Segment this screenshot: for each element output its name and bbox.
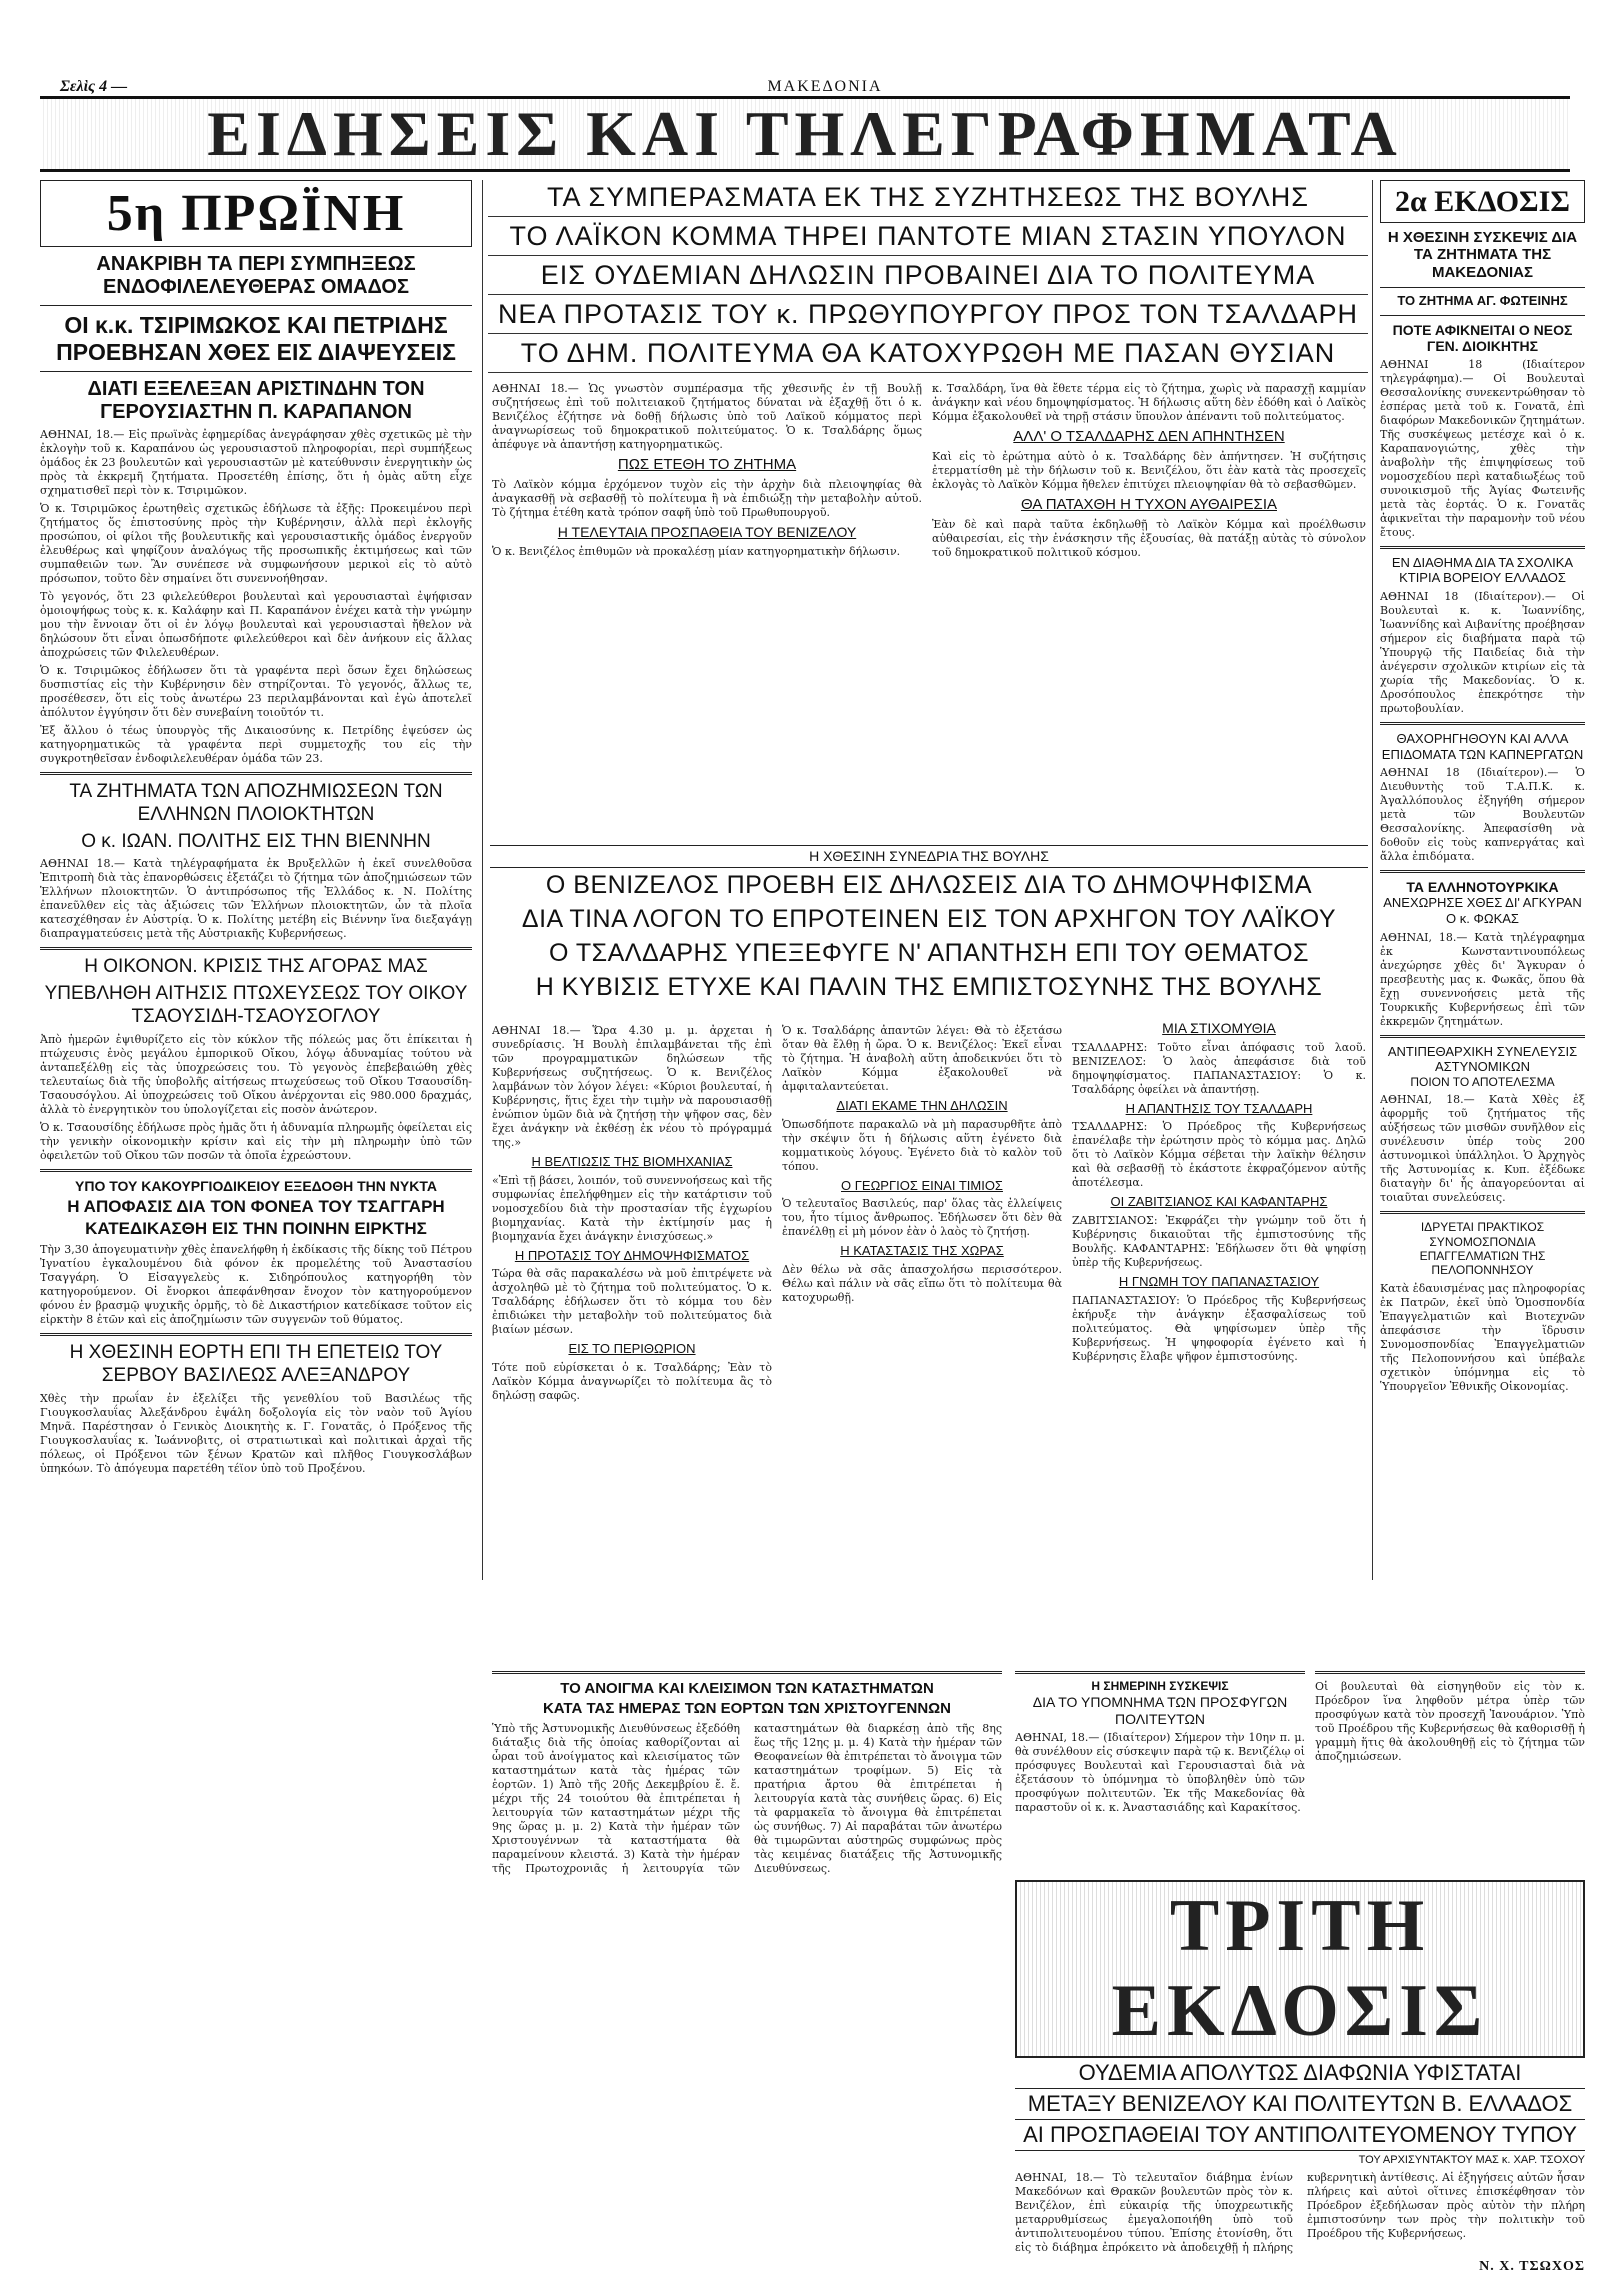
article-text: Ὑπὸ τῆς Ἀστυνομικῆς Διευθύνσεως ἐξεδόθη διάταξις διὰ τῆς ὁποίας καθορίζονται αἱ ὧραι τοῦ ἀνοίγματος καὶ κλεισίματος τῶν καταστημάτων κατὰ τὰς ἡμέρας τῶν ἑορτῶν. 1) Ἀπὸ τῆς 20ῆς Δεκεμβρίου ἔ. ἔ. μέχρι τῆς 24 τοιούτου θὰ ἐπιτρέπεται ἡ λειτουργία τῶν καταστημάτων μέχρι τῆς 9ης ὥρας μ. μ. 2) Κατὰ τὴν ἡμέραν τῶν Χριστουγέννων τὰ καταστήματα θὰ παραμείνουν κλειστά. 3) Κατὰ τὴν ἡμέραν τῆς Πρωτοχρονιᾶς ἡ λειτουργία τῶν καταστημάτων θὰ διαρκέσῃ ἀπὸ τῆς 8ης ἕως τῆς 12ης μ. μ. 4) Κατὰ τὴν ἡμέραν τῶν Θεοφανείων θὰ ἐπιτρέπεται τὸ ἄνοιγμα τῶν καταστημάτων τροφίμων. 5) Εἰς τὰ πρατήρια ἄρτου θὰ ἐπιτρέπεται ἡ λειτουργία κατὰ τὰς συνήθεις ὥρας. 6) Εἰς τὰ φαρμακεῖα τὸ ἄνοιγμα θὰ ἐπιτρέπεται ὡς συνήθως. 7) Αἱ παραβάται τῶν ἀνωτέρω θὰ τιμωρῶνται αὐστηρῶς συμφώνως πρὸς τὰς κειμένας διατάξεις τῆς Ἀστυνομικῆς Διευθύνσεως. [492,1721,1002,1875]
divider [40,1169,472,1172]
third-edition-article [1015,1880,1585,2275]
masthead: ΕΙΔΗΣΕΙΣ ΚΑΙ ΤΗΛΕΓΡΑΦΗΜΑΤΑ [40,96,1570,172]
headline: ΙΔΡΥΕΤΑΙ ΠΡΑΚΤΙΚΟΣ ΣΥΝΟΜΟΣΠΟΝΔΙΑ ΕΠΑΓΓΕΛΜΑΤΙΩΝ ΤΗΣ ΠΕΛΟΠΟΝΝΗΣΟΥ [1419,1220,1546,1278]
subheading: Η ΒΕΛΤΙΩΣΙΣ ΤΗΣ ΒΙΟΜΗΧΑΝΙΑΣ [531,1154,733,1169]
headline: ΤΑ ΕΛΛΗΝΟΤΟΥΡΚΙΚΑ [1406,879,1559,896]
divider [1380,722,1585,725]
headline: ΔΙΑΤΙ ΕΞΕΛΕΞΑΝ ΑΡΙΣΤΙΝΔΗΝ ΤΟΝ ΓΕΡΟΥΣΙΑΣΤΗΝ Π. ΚΑΡΑΠΑΝΟΝ [87,378,425,424]
divider [40,305,472,306]
subheading: Η ΚΑΤΑΣΤΑΣΙΣ ΤΗΣ ΧΩΡΑΣ [840,1243,1004,1259]
subheading: Η ΠΡΟΤΑΣΙΣ ΤΟΥ ΔΗΜΟΨΗΦΙΣΜΑΤΟΣ [514,1247,750,1263]
divider [1380,870,1585,873]
headline: Η ΧΘΕΣΙΝΗ ΕΟΡΤΗ ΕΠΙ ΤΗ ΕΠΕΤΕΙΩ ΤΟΥ ΣΕΡΒΟΥ ΒΑΣΙΛΕΩΣ ΑΛΕΞΑΝΔΡΟΥ [69,1342,443,1386]
headline: Η ΣΗΜΕΡΙΝΗ ΣΥΣΚΕΨΙΣ [1091,1679,1229,1693]
lead-headline-line: ΤΟ ΔΗΜ. ΠΟΛΙΤΕΥΜΑ ΘΑ ΚΑΤΟΧΥΡΩΘΗ ΜΕ ΠΑΣΑΝ ΘΥΣΙΑΝ [488,334,1368,373]
session-headlines [490,845,1368,1004]
session-headline-line: Ο ΒΕΝΙΖΕΛΟΣ ΠΡΟΕΒΗ ΕΙΣ ΔΗΛΩΣΕΙΣ ΔΙΑ ΤΟ ΔΗΜΟΨΗΦΙΣΜΑ [545,870,1313,899]
session-col-c [1072,1020,1366,1645]
page-number: Σελὶς 4 — [60,78,128,95]
headline: ΤΟ ΑΝΟΙΓΜΑ ΚΑΙ ΚΛΕΙΣΙΜΟΝ ΤΩΝ ΚΑΤΑΣΤΗΜΑΤΩΝ [560,1680,934,1697]
headline: ΘΑΧΟΡΗΓΗΘΟΥΝ ΚΑΙ ΑΛΛΑ ΕΠΙΔΟΜΑΤΑ ΤΩΝ ΚΑΠΝΕΡΓΑΤΩΝ [1381,731,1584,762]
subheading: ΠΩΣ ΕΤΕΘΗ ΤΟ ΖΗΤΗΜΑ [617,456,797,473]
article-text: Ὁ κ. Τσιριμῶκος ἐδήλωσεν ὅτι τὰ γραφέντα περὶ ὅσων ἔχει δηλώσεως δυσπιστίας εἰς τὴν Κυβέρνησιν δὲν στηρίζονται. Τὸ γεγονός, ἄλλως τε, προσέθεσεν, ὅτι εἰς τοὺς ἀνωτέρω 23 περιλαμβάνονται καὶ ἐγὼ ἀποτελεῖ ἀπόλυτον ἐγγύησιν ὅτι δὲν συνεβαίνη τοιοῦτόν τι. [40,664,472,720]
headline: ΔΙΑ ΤΟ ΥΠΟΜΝΗΜΑ ΤΩΝ ΠΡΟΣΦΥΓΩΝ ΠΟΛΙΤΕΥΤΩΝ [1032,1693,1288,1727]
article-text: Κατὰ ἐδαυισμένας μας πληροφορίας ἐκ Πατρῶν, ἐκεῖ ὑπὸ Ὁμοσπονδία Ἐπαγγελματιῶν καὶ Βιοτεχνῶν ἀπεφάσισε τὴν ἵδρυσιν Συνομοσπονδίας Ἐπαγγελματιῶν τῆς Πελοποννήσου καὶ ὑπέβαλε σχετικὸν ὑπόμνημα εἰς τὸ Ὑπουργεῖον Ἐθνικῆς Οἰκονομίας. [1380,1281,1585,1393]
subheading: Η ΤΕΛΕΥΤΑΙΑ ΠΡΟΣΠΑΘΕΙΑ ΤΟΥ ΒΕΝΙΖΕΛΟΥ [557,524,857,540]
article-text: ΑΘΗΝΑΙ 18 (Ιδιαίτερον).— Ὁ Διευθυντὴς τοῦ Τ.Α.Π.Κ. κ. Ἀγαλλόπουλος ἐξηγήθη σήμερον μετὰ τῶν Βουλευτῶν Θεσσαλονίκης. Ἀπεφασίσθη νὰ δοθοῦν εἰς τοὺς καπνεργάτας καὶ ἄλλα ἐπιδόματα. [1380,766,1585,864]
subheading: ΜΙΑ ΣΤΙΧΟΜΥΘΙΑ [1162,1020,1276,1036]
signature: Ν. Χ. ΤΣΩΧΟΣ [1479,2259,1585,2275]
article-text: Τὸ Λαϊκὸν κόμμα ἐρχόμενον τυχὸν εἰς τὴν ἀρχὴν διὰ πλειοψηφίας θὰ ἀναγκασθῇ νὰ σεβασθῇ τὸ πολίτευμα ἢ νὰ ἐπιδιώξῃ τὴν μεταβολὴν αὐτοῦ. Τὸ ζήτημα ἐτέθη κατὰ τρόπον σαφῆ ὑπὸ τοῦ Πρωθυπουργοῦ. [492,478,922,519]
divider [1315,1671,1585,1674]
headline: ΑΝΑΚΡΙΒΗ ΤΑ ΠΕΡΙ ΣΥΜΠΗΞΕΩΣ ΕΝΔΟΦΙΛΕΛΕΥΘΕΡΑΣ ΟΜΑΔΟΣ [96,253,416,299]
headline: ΤΟ ΖΗΤΗΜΑ ΑΓ. ΦΩΤΕΙΝΗΣ [1397,292,1568,308]
article-text: ΤΣΑΛΔΑΡΗΣ: Ὁ Πρόεδρος τῆς Κυβερνήσεως ἐπανέλαβε τὴν ἐρώτησιν πρὸς τὸ κόμμα μας. Δηλῶ ὅτι τὸ Λαϊκὸν Κόμμα σέβεται τὴν λαϊκὴν θέλησιν καὶ θὰ σεβασθῇ τὸ ἑκάστοτε ἐκφραζόμενον αὐτῆς ἀποτέλεσμα. [1072,1120,1366,1190]
article-text: ΑΘΗΝΑΙ 18.— Ὥρα 4.30 μ. μ. ἀρχεται ἡ συνεδρίασις. Ἡ Βουλὴ ἐπιλαμβάνεται τῆς ἐπὶ τῶν προγραμματικῶν δηλώσεων τῆς Κυβερνήσεως συζητήσεως. Ὁ κ. Βενιζέλος λαμβάνων τὸν λόγον λέγει: «Κύριοι βουλευταί, ἡ Κυβέρνησις, ἥτις ἔχει τὴν τιμὴν νὰ παρουσιασθῇ ἐνώπιον ὑμῶν διὰ νὰ ζητήσῃ τὴν ψῆφον σας, δὲν ἔχει ἀνάγκην νὰ ἐκθέσῃ ἐκ νέου τὸ πρόγραμμά της.» [492,1024,772,1149]
article-text: «Ἐπὶ τῇ βάσει, λοιπόν, τοῦ συνεννοήσεως καὶ τῆς συμφωνίας ἐπελήφθημεν εἰς τὴν κατάρτισιν τοῦ νομοσχεδίου διὰ τὴν προστασίαν τῆς ἐγχωρίου βιομηχανίας. Κατὰ τὴν ἐκτίμησίν μας ἡ βιομηχανία ἔχει ἀνάγκην ἐνισχύσεως.» [492,1173,772,1243]
headline: ΑΙ ΠΡΟΣΠΑΘΕΙΑΙ ΤΟΥ ΑΝΤΙΠΟΛΙΤΕΥΟΜΕΝΟΥ ΤΥΠΟΥ [1015,2120,1585,2151]
lead-headline-line: ΝΕΑ ΠΡΟΤΑΣΙΣ ΤΟΥ κ. ΠΡΩΘΥΠΟΥΡΓΟΥ ΠΡΟΣ ΤΟΝ ΤΣΑΛΔΑΡΗ [488,295,1368,334]
right-column [1380,180,1585,1680]
article-text: ΑΘΗΝΑΙ, 18.— Εἰς πρωϊνὰς ἐφημερίδας ἀνεγράφησαν χθὲς σχετικῶς μὲ τὴν ἐκλογὴν τοῦ κ. Καραπάνου ὡς γερουσιαστοῦ πληροφορίαι, περὶ συμπήξεως ὁμάδος ἐκ 23 βουλευτῶν καὶ γερουσιαστῶν μὲ κατεύθυνσιν ἐνεργητικὴν ὡς πρὸς τὰ ἐκκρεμῆ ζητήματα. Προσετέθη ἐπίσης, ὅτι ἡ ὁμὰς αὕτη εἶχε σχηματισθεῖ περὶ τὸν κ. Τσιριμῶκον. [40,428,472,498]
article-text: Τὸ γεγονός, ὅτι 23 φιλελεύθεροι βουλευταὶ καὶ γερουσιασταὶ ἐψήφισαν ὁμοιοψήφως τοὺς κ. κ. Καλάφην καὶ Π. Καραπάνον ἐνέχει κατὰ τὴν γνώμην μου τὴν ἔννοιαν ὅτι οἱ ἐν λόγῳ βουλευταὶ καὶ γερουσιασταὶ ἤθελον νὰ δηλώσουν ὅτι εἶναι ὁπωσδήποτε φιλελεύθεροι καὶ δὲν ἀνήκουν εἰς ἄλλας ἀποχρώσεις τῶν Φιλελευθέρων. [40,590,472,660]
paper-name: ΜΑΚΕΔΟΝΙΑ [767,78,883,95]
headline: ΥΠΕΒΛΗΘΗ ΑΙΤΗΣΙΣ ΠΤΩΧΕΥΣΕΩΣ ΤΟΥ ΟΙΚΟΥ ΤΣΑΟΥΣΙΔΗ-ΤΣΑΟΥΣΟΓΛΟΥ [44,983,468,1028]
subheading: Ο ΓΕΩΡΓΙΟΣ ΕΙΝΑΙ ΤΙΜΙΟΣ [841,1177,1003,1193]
headline: ΚΑΤΕΔΙΚΑΣΘΗ ΕΙΣ ΤΗΝ ΠΟΙΝΗΝ ΕΙΡΚΤΗΣ [85,1219,427,1239]
divider [1380,1211,1585,1214]
session-headline-line: Η ΚΥΒΙΣΙΣ ΕΤΥΧΕ ΚΑΙ ΠΑΛΙΝ ΤΗΣ ΕΜΠΙΣΤΟΣΥΝΗΣ ΤΗΣ ΒΟΥΛΗΣ [535,972,1323,1001]
subheading: ΘΑ ΠΑΤΑΧΘΗ Η ΤΥΧΟΝ ΑΥΘΑΙΡΕΣΙΑ [1020,496,1277,513]
edition-title: 2α ΕΚΔΟΣΙΣ [1395,185,1570,218]
left-column [40,180,472,2230]
lead-body-right [932,378,1366,828]
article-text: ΑΘΗΝΑΙ 18.— Ὡς γνωστὸν συμπέρασμα τῆς χθεσινῆς ἐν τῇ Βουλῇ συζητήσεως ἐπὶ τοῦ πολιτειακοῦ ζητήματος δύναται νὰ ἐξαχθῇ ὅτι ὁ κ. Βενιζέλος ἐζήτησε νὰ δοθῇ δήλωσις ὑπὸ τοῦ Λαϊκοῦ κόμματος περὶ ἀναγνωρίσεως τοῦ δημοκρατικοῦ πολιτεύματος. Ὁ κ. Τσαλδάρης ὅμως ἀπέφυγε νὰ ἀπαντήσῃ κατηγορηματικῶς. [492,382,922,451]
subheading: Η ΑΠΑΝΤΗΣΙΣ ΤΟΥ ΤΣΑΛΔΑΡΗ [1125,1100,1313,1116]
lead-body-left [492,378,922,828]
article-text: ΑΘΗΝΑΙ 18.— Κατὰ τηλέγραφήματα ἐκ Βρυξελλῶν ἡ ἐκεῖ συνελθοῦσα Ἐπιτροπὴ διὰ τὰς ἐπανορθώσεις ἐξετάζει τὸ ζήτημα τῶν ἀποζημιώσεων τῶν Ἑλλήνων πλοιοκτητῶν. Ὁ ἀντιπρόσωπος τῆς Ἑλλάδος κ. Ν. Πολίτης ἐπανεῦλθεν εἰς τὰς ἀξιώσεις τῶν Ἑλλήνων πλοιοκτητῶν, ὧν τὰ πλοῖα κατεσχέθησαν ἐν Αὐστρίᾳ. Ὁ κ. Πολίτης μετέβη εἰς Βιέννην ἵνα διεξαγάγῃ διαπραγματεύσεις μετὰ τῆς Αὐστριακῆς Κυβερνήσεως. [40,857,472,941]
headline: ΥΠΟ ΤΟΥ ΚΑΚΟΥΡΓΙΟΔΙΚΕΙΟΥ ΕΞΕΔΟΘΗ ΤΗΝ ΝΥΚΤΑ [75,1177,437,1194]
article-text: Δὲν θέλω νὰ σᾶς ἀπασχολήσω περισσότερον. Θέλω καὶ πάλιν νὰ σᾶς εἴπω ὅτι τὸ πολίτευμα θὰ κατοχυρωθῇ. [782,1262,1062,1304]
session-label: Η ΧΘΕΣΙΝΗ ΣΥΝΕΔΡΙΑ ΤΗΣ ΒΟΥΛΗΣ [490,845,1368,868]
article-text: ΖΑΒΙΤΣΙΑΝΟΣ: Ἐκφράζει τὴν γνώμην τοῦ ὅτι ἡ Κυβέρνησις δικαιοῦται τῆς ἐμπιστοσύνης τῆς Βουλῆς. ΚΑΦΑΝΤΑΡΗΣ: Ἐδήλωσεν ὅτι θὰ ψηφίσῃ ὑπὲρ τῆς Κυβερνήσεως. [1072,1213,1366,1269]
headline: ΠΟΙΟΝ ΤΟ ΑΠΟΤΕΛΕΣΜΑ [1410,1074,1555,1089]
article-text: Οἱ βουλευταὶ θὰ εἰσηγηθοῦν εἰς τὸν κ. Πρόεδρον ἵνα ληφθοῦν μέτρα ὑπὲρ τῶν προσφύγων κατὰ τὸν προσεχῆ Ἰανουάριον. Ὑπὸ τοῦ Προέδρου τῆς Κυβερνήσεως θὰ καθορισθῇ ἡ γραμμὴ ἥτις θὰ ἀκολουθηθῇ εἰς τὸ ζήτημα τῶν ἀποζημιώσεων. [1315,1680,1585,1763]
article-text: ΑΘΗΝΑΙ 18 (Ιδιαίτερον).— Οἱ Βουλευταὶ κ. κ. Ἰωαννίδης, Ἰωαννίδης καὶ Αιβανίτης προέβησαν σήμερον εἰς διαβήματα παρὰ τῷ Ὑπουργῷ τῆς Παιδείας διὰ τὴν ἀνέγερσιν σχολικῶν κτιρίων εἰς τὰ χωρία τῆς Μακεδονίας. Ὁ κ. Δροσόπουλος ἐπεκρότησε τὴν πρωτοβουλίαν. [1380,590,1585,716]
byline: ΤΟΥ ΑΡΧΙΣΥΝΤΑΚΤΟΥ ΜΑΣ κ. ΧΑΡ. ΤΣΟΧΟΥ [1358,2154,1585,2166]
headline: Ο κ. ΙΩΑΝ. ΠΟΛΙΤΗΣ ΕΙΣ ΤΗΝ ΒΙΕΝΝΗΝ [81,830,431,852]
subheading: ΑΛΛ' Ο ΤΣΑΛΔΑΡΗΣ ΔΕΝ ΑΠΗΝΤΗΣΕΝ [1013,428,1285,445]
article-text: ΤΣΑΛΔΑΡΗΣ: Τοῦτο εἶναι ἀπόφασις τοῦ λαοῦ. ΒΕΝΙΖΕΛΟΣ: Ὁ λαὸς ἀπεφάσισε διὰ τοῦ δημοψηφίσματος. ΠΑΠΑΝΑΣΤΑΣΙΟΥ: Ὁ κ. Τσαλδάρης ὀφείλει νὰ ἀπαντήσῃ. [1072,1040,1366,1096]
article-text: Ὁ κ. Τσιριμῶκος ἐρωτηθεὶς σχετικῶς ἐδήλωσε τὰ ἑξῆς: Προκειμένου περὶ ζητήματος ὅς ἐπιστοσύνης πρὸς τὴν Κυβέρνησιν, ἀλλὰ περὶ ἐκλογῆς προσώπου, οἱ φίλοι τῆς βουλευτικῆς καὶ γερουσιαστικῆς ὁμάδος ἐνεργοῦν ἐλευθέρως καὶ ψηφίζουν ἀναλόγως τῆς προσωπικῆς ἐκτιμήσεως καὶ τῶν συμπαθειῶν των. Ἂν συνέπεσε νὰ συμφωνήσουν μερικοὶ εἰς τὸ αὐτὸ πρόσωπον, τοῦτο δὲν σημαίνει ὅτι συνεννοήθησαν. [40,502,472,586]
lead-headline-line: ΤΟ ΛΑΪΚΟΝ ΚΟΜΜΑ ΤΗΡΕΙ ΠΑΝΤΟΤΕ ΜΙΑΝ ΣΤΑΣΙΝ ΥΠΟΥΛΟΝ [488,217,1368,256]
article-text: Ἐὰν δὲ καὶ παρὰ ταῦτα ἐκδηλωθῇ τὸ Λαϊκὸν Κόμμα καὶ προέλθωσιν αὐθαιρεσίαι, εἰς τὴν ἐνάσκησιν τῆς ἐξουσίας, θὰ πατάξῃ αὐτὰς τὸ σύνολον τοῦ δημοκρατικοῦ πολιτικοῦ κόσμου. [932,518,1366,559]
edition-box [40,180,472,247]
edition-title: ΤΡΙΤΗ ΕΚΔΟΣΙΣ [1015,1880,1585,2058]
article-text: Καὶ εἰς τὸ ἐρώτημα αὐτὸ ὁ κ. Τσαλδάρης δὲν ἀπήντησεν. Ἡ συζήτησις ἐτερματίσθη μὲ τὴν δήλωσιν τοῦ κ. Βενιζέλου, ὅτι ἐὰν κατὰ τὰς προσεχεῖς ἐκλογὰς τὸ Λαϊκὸν Κόμμα ἤθελεν ἐπιτύχει πλειοψηφίαν θὰ τὸ σεβασθῶμεν. [932,450,1366,491]
memo-continuation [1315,1665,1585,1865]
divider [40,1333,472,1336]
session-col-b [782,1020,1062,1645]
headline: Η ΟΙΚΟΝΟΝ. ΚΡΙΣΙΣ ΤΗΣ ΑΓΟΡΑΣ ΜΑΣ [84,956,428,978]
article-text: Τότε ποῦ εὑρίσκεται ὁ κ. Τσαλδάρης; Ἐὰν τὸ Λαϊκὸν Κόμμα ἀναγνωρίζει τὸ πολίτευμα ἂς τὸ δηλώσῃ σαφῶς. [492,1360,772,1402]
lead-headline-line: ΤΑ ΣΥΜΠΕΡΑΣΜΑΤΑ ΕΚ ΤΗΣ ΣΥΖΗΤΗΣΕΩΣ ΤΗΣ ΒΟΥΛΗΣ [488,178,1368,217]
lead-headlines [488,178,1368,373]
divider [40,947,472,950]
article-text: Ὁ κ. Βενιζέλος ἐπιθυμῶν νὰ προκαλέσῃ μίαν κατηγορηματικὴν δήλωσιν. [492,544,901,558]
divider [1380,287,1585,288]
headline: ΜΕΤΑΞΥ ΒΕΝΙΖΕΛΟΥ ΚΑΙ ΠΟΛΙΤΕΥΤΩΝ Β. ΕΛΛΑΔΟΣ [1015,2089,1585,2120]
article-text: ΑΘΗΝΑΙ, 18.— Τὸ τελευταῖον διάβημα ἐνίων Μακεδόνων καὶ Θρακῶν βουλευτῶν πρὸς τὸν κ. Βενιζέλον, ἐπὶ εὐκαιρίᾳ τῆς ὑποχρεωτικῆς μεταρρυθμίσεως ἐμεγαλοποιήθη ὑπὸ τοῦ ἀντιπολιτευομένου τύπου. Ἐπίσης ἐτονίσθη, ὅτι εἰς τὸ διάβημα ἐπρόκειτο νὰ ἀποδειχθῇ ἡ πλήρης κυβερνητικὴ ἀντίθεσις. Αἱ ἐξηγήσεις αὐτῶν ἦσαν πλήρεις καὶ αὐτοὶ οἵτινες ἐπισκέφθησαν τὸν Πρόεδρον ἐξεδήλωσαν πρὸς αὐτὸν τὴν πλήρη ἐμπιστοσύνην των πρὸς τὴν πολιτικὴν τοῦ Προέδρου τῆς Κυβερνήσεως. [1015,2171,1585,2255]
session-headline-line: ΔΙΑ ΤΙΝΑ ΛΟΓΟΝ ΤΟ ΕΠΡΟΤΕΙΝΕΝ ΕΙΣ ΤΟΝ ΑΡΧΗΓΟΝ ΤΟΥ ΛΑΪΚΟΥ [521,904,1337,933]
divider [40,772,472,775]
subheading: Η ΓΝΩΜΗ ΤΟΥ ΠΑΠΑΝΑΣΤΑΣΙΟΥ [1118,1273,1320,1289]
headline: ΑΝΤΙΠΕΘΑΡΧΙΚΗ ΣΥΝΕΛΕΥΣΙΣ ΑΣΤΥΝΟΜΙΚΩΝ [1387,1043,1578,1075]
article-text: ΑΘΗΝΑΙ, 18.— Κατὰ τηλέγραφημα ἐκ Κωνσταντινουπόλεως ἀνεχώρησε χθὲς δι' Ἄγκυραν ὁ πρεσβευτὴς μας κ. Φωκᾶς, ὅπου θὰ ἔχῃ συνεννοήσεις μετὰ τῆς Τουρκικῆς Κυβερνήσεως ἐπὶ τῶν ἐκκρεμῶν ζητημάτων. [1380,930,1585,1028]
memo-article [1015,1665,1305,1865]
edition-box [1380,180,1585,223]
article-text: ΠΑΠΑΝΑΣΤΑΣΙΟΥ: Ὁ Πρόεδρος τῆς Κυβερνήσεως ἐκήρυξε τὴν ἀνάγκην ἐξασφαλίσεως τοῦ πολιτεύματος. Θὰ ψηφίσωμεν ὑπὲρ τῆς Κυβερνήσεως. Ἡ ψηφοφορία ἐγένετο καὶ ἡ Κυβέρνησις ἔλαβε ψῆφον ἐμπιστοσύνης. [1072,1293,1366,1363]
lead-headline-line: ΕΙΣ ΟΥΔΕΜΙΑΝ ΔΗΛΩΣΙΝ ΠΡΟΒΑΙΝΕΙ ΔΙΑ ΤΟ ΠΟΛΙΤΕΥΜΑ [488,256,1368,295]
divider [40,371,472,372]
headline: ΠΟΤΕ ΑΦΙΚΝΕΙΤΑΙ Ο ΝΕΟΣ ΓΕΝ. ΔΙΟΙΚΗΤΗΣ [1392,321,1573,354]
article-text: ΑΘΗΝΑΙ, 18.— Κατὰ Χθὲς ἐξ ἀφορμῆς τοῦ ζητήματος τῆς αὐξήσεως τῶν μισθῶν συνῆλθον εἰς συνέλευσιν ὑπέρ τοὺς 200 ἀστυνομικοὶ ὑπάλληλοι. Ὁ Ἀρχηγὸς τῆς Ἀστυνομίας κ. Κυπ. ἐξέδωκε διαταγὴν δι' ἧς ἀπαγορεύονται αἱ τοιαῦται συνελεύσεις. [1380,1093,1585,1205]
article-text: Ἀπὸ ἡμερῶν ἐψιθυρίζετο εἰς τὸν κύκλον τῆς πόλεώς μας ὅτι ἐπίκειται ἡ πτώχευσις ἑνὸς μεγάλου ἐμπορικοῦ Οἴκου, λόγῳ ἀδυναμίας τούτου νὰ ἀνταπεξέλθῃ εἰς τὰς ὑποχρεώσεις του. Τὸ γεγονὸς ἐπεβεβαιώθη χθὲς τελευταίως διὰ τῆς ὑποβολῆς αἰτήσεως πτωχεύσεως τοῦ Οἴκου Τσαουσίδη-Τσαουσόγλου. Αἱ ὑποχρεώσεις τοῦ Οἴκου ἀνέρχονται εἰς 980.000 δραχμάς, ἀλλὰ τὸ ἐνεργητικὸν του ὑπολογίζεται εἰς ποσὸν ἀνώτερον. [40,1032,472,1116]
article-text: Ἐξ ἄλλου ὁ τέως ὑπουργὸς τῆς Δικαιοσύνης κ. Πετρίδης ἐψεύσεν ὡς κατηγορηματικῶς τὰ γραφέντα περὶ συμμετοχῆς του εἰς τὴν συγκροτηθεῖσαν ἐνδοφιλελευθέραν ὁμάδα τῶν 23. [40,724,472,766]
session-col-a [492,1020,772,1645]
subheading: ΕΙΣ ΤΟ ΠΕΡΙΘΩΡΙΟΝ [568,1341,696,1357]
article-text: ΑΘΗΝΑΙ 18 (Ιδιαίτερον τηλεγράφημα).— Οἱ Βουλευταὶ Θεσσαλονίκης συνεκεντρώθησαν τὸ ἑσπέρας μετὰ τοῦ κ. Γονατᾶ, ἐπὶ διαφόρων Μακεδονικῶν ζητημάτων. Τῆς συσκέψεως μετέσχε καὶ ὁ κ. Καραπανογιώτης, χθὲς τὴν ἀναβολὴν τῆς ἐπιψηφίσεως τοῦ νομοσχεδίου περὶ καταδιωξέως τοῦ συνοικισμοῦ τῆς Ἁγίας Φωτεινῆς μετὰ τὰς ἑορτάς. Ὁ κ. Γονατᾶς ἀφικνεῖται τὴν παραμονὴν τοῦ νέου ἔτους. [1380,357,1585,539]
article-text: ΑΘΗΝΑΙ, 18.— (Ιδιαίτερον) Σήμερον τὴν 10ην π. μ. θὰ συνέλθουν εἰς σύσκεψιν παρὰ τῷ κ. Βενιζέλῳ οἱ πρόσφυγες Βουλευταὶ καὶ Γερουσιασταὶ διὰ νὰ ἐξετάσουν τὸ ὑπόμνημα τὸ ὑποβληθὲν ὑπὸ τῶν προσφύγων πολιτευτῶν. Ἐκ τῆς Μακεδονίας θὰ παραστοῦν οἱ κ. κ. Ἀναστασιάδης καὶ Καρακίτσος. [1015,1731,1305,1815]
store-hours-article [492,1665,1002,2240]
edition-title: 5η ΠΡΩΪΝΗ [106,185,406,242]
column-divider [1372,180,1373,1580]
divider [1380,546,1585,549]
article-text: Ὁ τελευταῖος Βασιλεύς, παρ' ὅλας τὰς ἐλλείψεις του, ἦτο τίμιος ἄνθρωπος. Ἐδήλωσεν ὅτι δὲν θὰ ἐπανέλθῃ εἰ μὴ μόνον ἐὰν ὁ λαὸς τὸ ζητήσῃ. [782,1197,1062,1239]
divider [1015,1671,1305,1674]
headline: ΤΑ ΖΗΤΗΜΑΤΑ ΤΩΝ ΑΠΟΖΗΜΙΩΣΕΩΝ ΤΩΝ ΕΛΛΗΝΩΝ ΠΛΟΙΟΚΤΗΤΩΝ [69,781,443,825]
article-text: Ὁπωσδήποτε παρακαλῶ νὰ μὴ παρασυρθῆτε ἀπὸ τὴν σκέψιν ὅτι ἡ δήλωσις αὕτη ἐγένετο διὰ κομματικοὺς λόγους. Ἐγένετο διὰ τὸ καλὸν τοῦ τόπου. [782,1117,1062,1173]
session-headline-line: Ο ΤΣΑΛΔΑΡΗΣ ΥΠΕΞΕΦΥΓΕ Ν' ΑΠΑΝΤΗΣΗ ΕΠΙ ΤΟΥ ΘΕΜΑΤΟΣ [548,938,1310,967]
article-text: Τώρα θὰ σᾶς παρακαλέσω νὰ μοῦ ἐπιτρέψετε νὰ ἀσχοληθῶ μὲ τὸ ζήτημα τοῦ πολιτεύματος. Ὁ κ. Τσαλδάρης ἐδήλωσεν ὅτι τὸ κόμμα του δὲν ἐπιδιώκει τὴν μεταβολὴν τοῦ πολιτεύματος διὰ βιαίων μέσων. [492,1267,772,1337]
divider [492,1671,1002,1674]
headline: Η ΧΘΕΣΙΝΗ ΣΥΣΚΕΨΙΣ ΔΙΑ ΤΑ ΖΗΤΗΜΑΤΑ ΤΗΣ ΜΑΚΕΔΟΝΙΑΣ [1387,229,1578,281]
subheading: ΔΙΑΤΙ ΕΚΑΜΕ ΤΗΝ ΔΗΛΩΣΙΝ [836,1098,1008,1113]
article-text: Ὁ κ. Τσαουσίδης ἐδήλωσε πρὸς ἡμᾶς ὅτι ἡ ἀδυναμία πληρωμῆς ὀφείλεται εἰς τὴν γενικὴν οἰκονομικὴν κρίσιν καὶ εἰς τὴν μὴ πληρωμὴν ὑπὸ τῶν ὀφειλετῶν τοῦ Οἴκου τῶν ποσῶν τὰ ὁποῖα ἐχρεώστουν. [40,1120,472,1162]
divider [1380,1035,1585,1038]
headline: ΟΥΔΕΜΙΑ ΑΠΟΛΥΤΩΣ ΔΙΑΦΩΝΙΑ ΥΦΙΣΤΑΤΑΙ [1015,2058,1585,2089]
headline: ΟΙ κ.κ. ΤΣΙΡΙΜΩΚΟΣ ΚΑΙ ΠΕΤΡΙΔΗΣ ΠΡΟΕΒΗΣΑΝ ΧΘΕΣ ΕΙΣ ΔΙΑΨΕΥΣΕΙΣ [56,312,456,365]
article-text: Χθὲς τὴν πρωΐαν ἐν ἐξελίξει τῆς γενεθλίου τοῦ Βασιλέως τῆς Γιουγκοσλαυΐας Ἀλεξάνδρου ἐψάλη δοξολογία εἰς τὸν ναὸν τοῦ Ἁγίου Μηνᾶ. Παρέστησαν ὁ Γενικὸς Διοικητὴς κ. Γ. Γονατᾶς, ὁ Πρόξενος τῆς Γιουγκοσλαυΐας κ. Ἰωάννοβιτς, οἱ στρατιωτικαὶ καὶ πολιτικαὶ ἀρχαὶ τῆς πόλεως, οἱ Πρόξενοι τῶν ξένων Κρατῶν καὶ πλῆθος Γιουγκοσλάβων ὑπηκόων. Τὸ ἀπόγευμα παρετέθη τέϊον ὑπὸ τοῦ Προξένου. [40,1391,472,1475]
article-text: Τὴν 3,30 ἀπογευματινὴν χθὲς ἐπανελήφθη ἡ ἐκδίκασις τῆς δίκης τοῦ Πέτρου Ἰγνατίου ἐγκαλουμένου διὰ φόνον ἐκ προμελέτης τοῦ Ἀναστασίου Τσαγγάρη. Ὁ Εἰσαγγελεὺς κ. Σιδηρόπουλος κατηγορήθη τὸν κατηγορούμενον. Οἱ ἔνορκοι ἀπεφάνθησαν ἔνοχον τὸν κατηγορούμενον φόνου ἐν βρασμῷ ψυχικῆς ὁρμῆς, τὸ δὲ Δικαστήριον κατεδίκασε τοῦτον εἰς εἱρκτὴν 8 ἐτῶν καὶ εἰς ἀποζημίωσιν τῶν συγγενῶν τοῦ θύματος. [40,1243,472,1327]
article-text: Ὁ κ. Τσαλδάρης ἀπαντῶν λέγει: Θὰ τὸ ἐξετάσω ὅταν θὰ ἔλθῃ ἡ ὥρα. Ὁ κ. Βενιζέλος: Ἐκεῖ εἶναι τὸ ζήτημα. Ἡ ἀναβολὴ αὕτη ἀποδεικνύει ὅτι τὸ Λαϊκὸν Κόμμα ἐξακολουθεῖ νὰ ἀμφιταλαντεύεται. [782,1024,1062,1093]
headline: ΕΝ ΔΙΑΘΗΜΑ ΔΙΑ ΤΑ ΣΧΟΛΙΚΑ ΚΤΙΡΙΑ ΒΟΡΕΙΟΥ ΕΛΛΑΔΟΣ [1391,554,1574,586]
subheading: ΟΙ ΖΑΒΙΤΣΙΑΝΟΣ ΚΑΙ ΚΑΦΑΝΤΑΡΗΣ [1110,1194,1328,1210]
article-text: κ. Τσαλδάρη, ἵνα θὰ ἔθετε τέρμα εἰς τὸ ζήτημα, χωρὶς νὰ παρασχῇ καμμίαν ἀνάγκην καὶ νέου δημοψηφίσματος. Ἡ δήλωσις αὕτη δὲν ἐδόθη καὶ ὁ Λαϊκὸς Κόμμα ἐξακολουθεῖ νὰ τηρῇ στάσιν ὕπουλον ἀπέναντι τοῦ πολιτεύματος. [932,382,1366,423]
headline: ΑΝΕΧΩΡΗΣΕ ΧΘΕΣ ΔΙ' ΑΓΚΥΡΑΝ Ο κ. ΦΩΚΑΣ [1383,895,1582,926]
divider [1380,315,1585,316]
headline: Η ΑΠΟΦΑΣΙΣ ΔΙΑ ΤΟΝ ΦΟΝΕΑ ΤΟΥ ΤΣΑΓΓΑΡΗ [67,1196,445,1216]
headline: ΚΑΤΑ ΤΑΣ ΗΜΕΡΑΣ ΤΩΝ ΕΟΡΤΩΝ ΤΩΝ ΧΡΙΣΤΟΥΓΕΝΝΩΝ [542,1700,952,1718]
column-divider [482,180,483,1580]
